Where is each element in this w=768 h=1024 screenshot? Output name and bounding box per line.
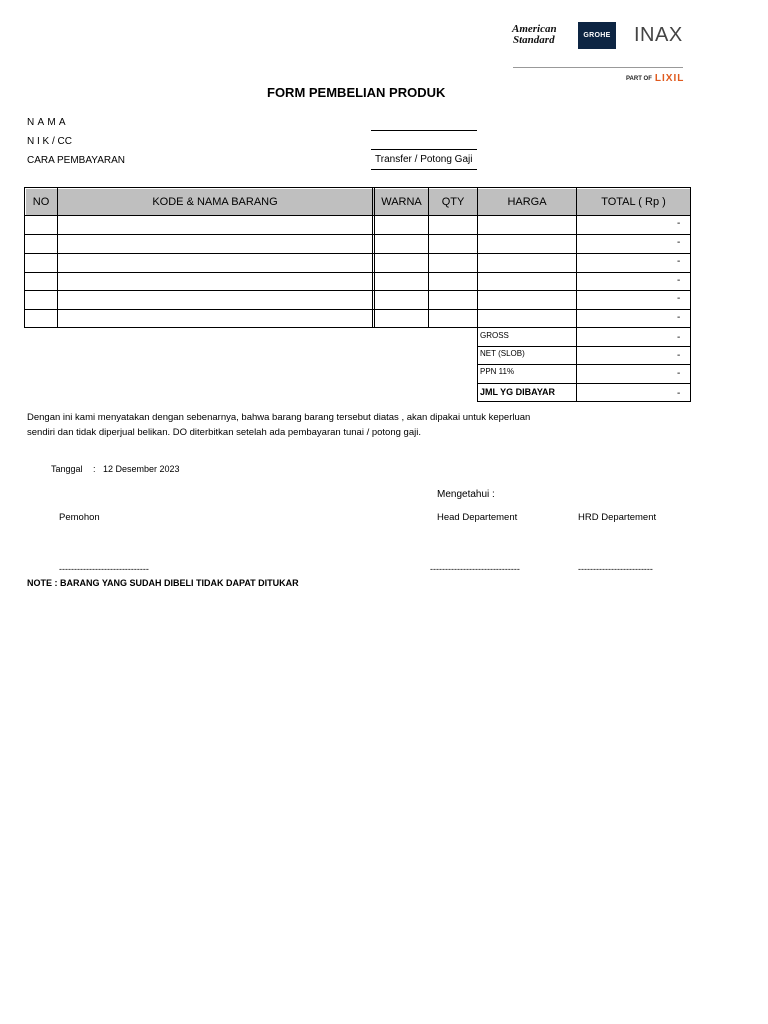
tanggal-value: 12 Desember 2023	[103, 464, 180, 474]
row-total-2: -	[677, 237, 681, 248]
col-header-harga: HARGA	[507, 196, 547, 208]
tanggal-label: Tanggal	[51, 464, 83, 474]
logo-text-american: American	[512, 23, 557, 35]
row-total-3: -	[677, 256, 681, 267]
col-header-warna: WARNA	[381, 196, 422, 208]
head-signature-line: ------------------------------	[430, 564, 520, 574]
cara-pembayaran-value[interactable]: Transfer / Potong Gaji	[375, 154, 473, 165]
cara-pembayaran-label: CARA PEMBAYARAN	[27, 155, 125, 166]
row-total-1: -	[677, 218, 681, 229]
cara-pembayaran-line	[371, 169, 477, 170]
product-table	[24, 187, 691, 328]
pemohon-signature-line: ------------------------------	[59, 564, 149, 574]
logo-text-standard: Standard	[513, 34, 555, 46]
nama-label: N A M A	[27, 117, 67, 128]
form-title: FORM PEMBELIAN PRODUK	[267, 85, 446, 100]
head-departement-label: Head Departement	[437, 512, 518, 523]
part-of-text: PART OF	[626, 75, 652, 82]
hrd-signature-line: -------------------------	[578, 564, 653, 574]
ppn-value: -	[677, 368, 681, 379]
inax-logo: INAX	[634, 24, 683, 46]
note-text: NOTE : BARANG YANG SUDAH DIBELI TIDAK DAPAT DITUKAR	[27, 578, 299, 588]
gross-label: GROSS	[480, 331, 509, 340]
ppn-label: PPN 11%	[480, 367, 515, 376]
lixil-text: LIXIL	[654, 73, 685, 84]
grohe-logo-text: GROHE	[583, 32, 611, 39]
hrd-departement-label: HRD Departement	[578, 512, 657, 523]
nik-field[interactable]	[371, 149, 477, 150]
logo-divider	[513, 67, 683, 68]
nama-field[interactable]	[371, 130, 477, 131]
pemohon-label: Pemohon	[59, 512, 100, 523]
row-total-4: -	[677, 275, 681, 286]
jml-dibayar-label: JML YG DIBAYAR	[480, 387, 556, 397]
row-total-5: -	[677, 293, 681, 304]
tanggal-separator: :	[93, 464, 96, 474]
col-header-qty: QTY	[441, 196, 465, 208]
mengetahui-label: Mengetahui :	[437, 489, 495, 500]
col-header-kode-nama: KODE & NAMA BARANG	[152, 196, 278, 208]
statement-text: Dengan ini kami menyatakan dengan sebenarnya, bahwa barang barang tersebut diatas , akan dipakai untuk keperluan sendiri dan tidak diperjual belikan. DO diterbitkan setelah ada pembayaran tunai / potong gaji.	[27, 412, 531, 438]
net-slob-value: -	[677, 350, 681, 361]
gross-value: -	[677, 332, 681, 343]
row-total-6: -	[677, 312, 681, 323]
lixil-logo	[626, 73, 684, 84]
grohe-logo	[578, 22, 616, 49]
net-slob-label: NET (SLOB)	[480, 349, 525, 358]
col-header-total: TOTAL ( Rp )	[601, 196, 666, 208]
american-standard-logo	[512, 24, 564, 50]
jml-dibayar-value: -	[677, 388, 681, 399]
col-header-no: NO	[32, 196, 50, 208]
nik-label: N I K / CC	[27, 136, 73, 147]
